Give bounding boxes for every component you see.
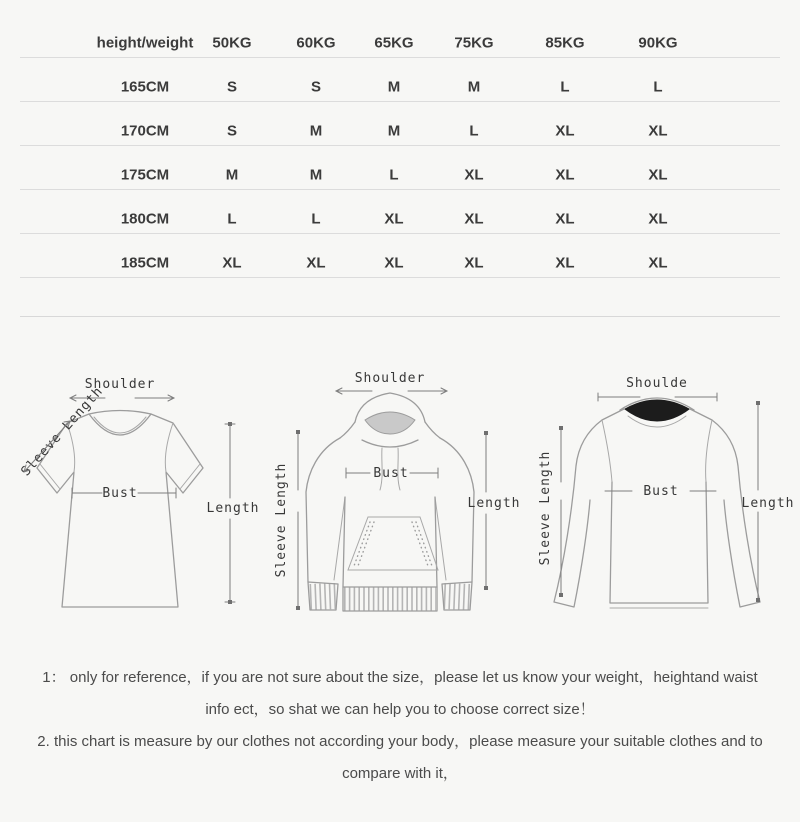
bust-label: Bust <box>373 466 409 481</box>
size-cell: XL <box>648 210 668 228</box>
table-row <box>20 190 780 234</box>
size-cell: M <box>467 78 481 96</box>
bust-label: Bust <box>102 486 138 501</box>
size-table-header-row <box>20 0 780 58</box>
size-cell: S <box>226 78 238 96</box>
size-cell: M <box>225 166 239 184</box>
size-cell: XL <box>384 210 404 228</box>
table-row <box>20 146 780 190</box>
shoulder-label: Shoulde <box>626 376 688 391</box>
size-cell: L <box>389 166 399 184</box>
size-cell: XL <box>555 166 575 184</box>
size-cell: L <box>560 78 570 96</box>
col-header-60kg: 60KG <box>296 34 336 52</box>
size-cell: S <box>226 122 238 140</box>
hoodie-hem-rib <box>343 587 437 611</box>
col-header-height-weight: height/weight <box>96 34 194 52</box>
length-label: Length <box>741 496 795 511</box>
size-cell: XL <box>555 122 575 140</box>
longsleeve-outline <box>554 398 760 608</box>
tshirt-sketch <box>10 360 260 655</box>
row-height-label: 165CM <box>120 78 170 96</box>
size-cell: XL <box>464 254 484 272</box>
size-cell: L <box>653 78 663 96</box>
hoodie-bust-dimension <box>346 466 438 481</box>
size-cell: XL <box>648 122 668 140</box>
sleeve-length-label: Sleeve Length <box>18 384 107 480</box>
row-height-label: 180CM <box>120 210 170 228</box>
longsleeve-bust-dimension <box>605 484 716 499</box>
sleeve-length-label: Sleeve Length <box>274 462 289 578</box>
hood-opening <box>365 412 415 434</box>
note-1-line-1: 1： only for reference，if you are not sure about the size，please let us know your weight，heightand waist <box>42 669 758 686</box>
hoodie-sleeve-length-dimension <box>274 430 300 610</box>
size-cell: L <box>227 210 237 228</box>
note-2-line-1: 2. this chart is measure by our clothes not according your body，please measure your suitable clothes and to <box>37 733 763 750</box>
longsleeve-length-dimension <box>742 401 795 602</box>
size-cell: XL <box>648 254 668 272</box>
shoulder-label: Shoulder <box>84 377 156 392</box>
size-cell: XL <box>464 210 484 228</box>
hoodie-cuff-ribs <box>308 582 472 610</box>
hoodie-sketch <box>270 360 520 655</box>
size-cell: L <box>469 122 479 140</box>
col-header-75kg: 75KG <box>454 34 494 52</box>
table-empty-row <box>20 278 780 317</box>
col-header-85kg: 85KG <box>545 34 585 52</box>
size-table <box>20 0 780 317</box>
bust-label: Bust <box>643 484 679 499</box>
size-cell: M <box>387 78 401 96</box>
col-header-90kg: 90KG <box>638 34 678 52</box>
row-height-label: 185CM <box>120 254 170 272</box>
size-cell: M <box>387 122 401 140</box>
size-cell: M <box>309 122 323 140</box>
note-2-line-2: compare with it， <box>342 765 458 782</box>
longsleeve-shoulder-dimension <box>598 376 717 401</box>
longsleeve-sleeve-length-dimension <box>538 426 563 597</box>
tshirt-diagram <box>10 360 260 655</box>
hoodie-length-dimension <box>468 431 520 590</box>
table-row <box>20 102 780 146</box>
length-label: Length <box>467 496 520 511</box>
length-label: Length <box>206 501 260 516</box>
size-cell: L <box>311 210 321 228</box>
size-cell: XL <box>464 166 484 184</box>
garment-diagrams <box>0 360 800 655</box>
table-row <box>20 234 780 278</box>
hoodie-diagram <box>270 360 520 655</box>
longsleeve-diagram <box>530 360 800 655</box>
size-cell: XL <box>555 210 575 228</box>
longsleeve-sketch <box>530 360 800 655</box>
tshirt-bust-dimension <box>72 486 176 501</box>
row-height-label: 170CM <box>120 122 170 140</box>
size-cell: M <box>309 166 323 184</box>
table-row <box>20 58 780 102</box>
sleeve-length-label: Sleeve Length <box>538 450 553 566</box>
size-cell: S <box>310 78 322 96</box>
tshirt-length-dimension <box>207 422 260 604</box>
size-cell: XL <box>384 254 404 272</box>
size-cell: XL <box>555 254 575 272</box>
note-1-line-2: info ect，so shat we can help you to choose correct size！ <box>205 701 595 718</box>
hoodie-shoulder-dimension <box>336 371 447 394</box>
col-header-50kg: 50KG <box>212 34 252 52</box>
shoulder-label: Shoulder <box>354 371 426 386</box>
size-cell: XL <box>648 166 668 184</box>
col-header-65kg: 65KG <box>374 34 414 52</box>
row-height-label: 175CM <box>120 166 170 184</box>
size-cell: XL <box>222 254 242 272</box>
hoodie-pocket <box>348 517 438 570</box>
size-cell: XL <box>306 254 326 272</box>
tshirt-sleeve-length-dimension <box>18 384 106 479</box>
reference-notes <box>0 660 800 790</box>
